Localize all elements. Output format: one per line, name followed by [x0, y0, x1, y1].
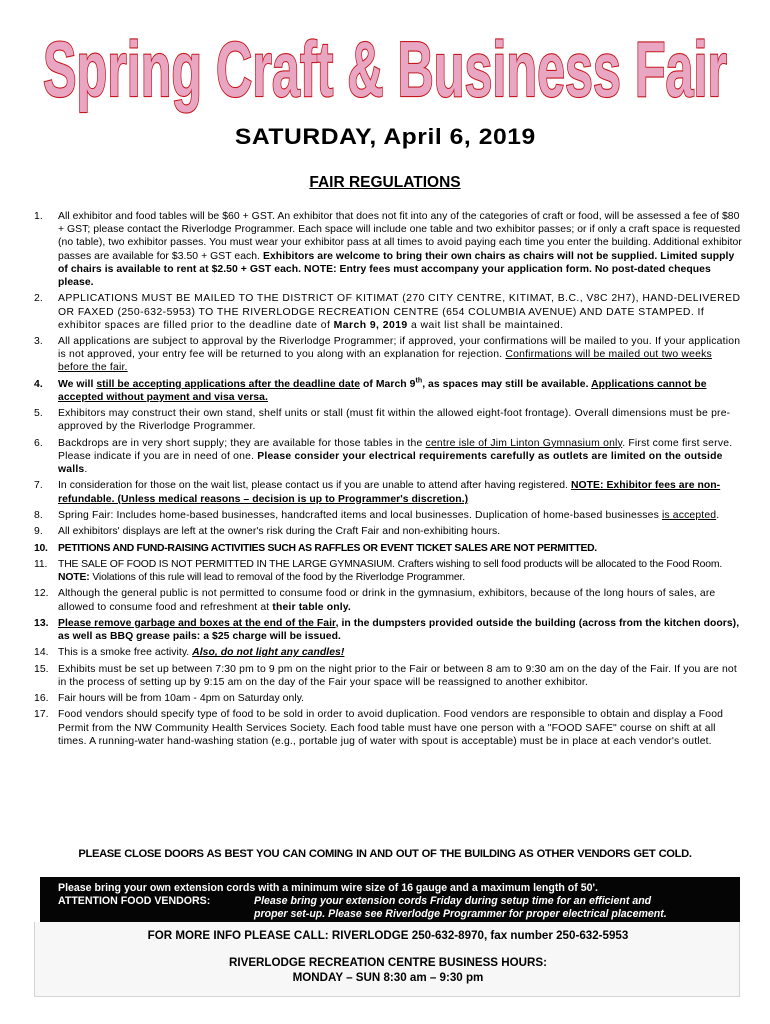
food-vendors-label: ATTENTION FOOD VENDORS:: [58, 895, 211, 907]
regulation-item-3: 3. All applications are subject to approval by the Riverlodge Programmer; if approved, your confirmations will be mailed to you. If your application is not approved, your entry fee will be returned to you along with an explanation for rejection. Confirmations will be mailed out two weeks before the fair.: [34, 336, 741, 374]
contact-info-box: [34, 922, 740, 997]
flyer-title: [40, 16, 730, 116]
regulations-heading: FAIR REGULATIONS: [309, 174, 461, 191]
regulation-item-15: 15. Exhibits must be set up between 7:30 pm to 9 pm on the night prior to the Fair or between 8 am to 9:30 am on the day of the Fair. If you are not in the process of setting up by 9:15 am on the day of the Fair your space will be reassigned to another exhibitor.: [34, 663, 737, 688]
flyer-title-text: Spring Craft & Business Fair: [43, 25, 727, 113]
regulation-item-5: 5. Exhibitors may construct their own stand, shelf units or stall (must fit within the allowed eight-foot frontage). Overall dimensions must be pre-approved by the Riverlodge Programmer.: [34, 408, 731, 433]
regulation-item-11: 11. THE SALE OF FOOD IS NOT PERMITTED IN THE LARGE GYMNASIUM. Crafters wishing to sell food products will be allocated to the Food Room. NOTE: Violations of this rule will lead to removal of the food by the Riverlodge Programmer.: [34, 558, 723, 584]
flyer-title-graphic: [40, 16, 730, 116]
regulation-item-2: 2. APPLICATIONS MUST BE MAILED TO THE DISTRICT OF KITIMAT (270 CITY CENTRE, KITIMAT, B.C., V8C 2H7), HAND-DELIVERED OR FAXED (250-632-5953) TO THE RIVERLODGE RECREATION CENTRE (654 COLUMBIA AVENUE) AND DATE STAMPED. If exhibitor spaces are filled prior to the deadline date of March 9, 2019 a wait list shall be maintained.: [34, 293, 741, 331]
business-hours: [35, 956, 741, 985]
electrical-notice-box: [40, 877, 740, 922]
extension-cord-notice: Please bring your own extension cords with a minimum wire size of 16 gauge and a maximum length of 50'.: [58, 882, 598, 894]
business-hours-title: RIVERLODGE RECREATION CENTRE BUSINESS HOURS:: [229, 956, 547, 969]
regulation-item-14: 14. This is a smoke free activity. Also, do not light any candles!: [34, 647, 345, 659]
contact-phone-line: FOR MORE INFO PLEASE CALL: RIVERLODGE 250-632-8970, fax number 250-632-5953: [147, 929, 629, 942]
regulation-item-13: 13. Please remove garbage and boxes at the end of the Fair, in the dumpsters provided outside the building (across from the kitchen doors), as well as BBQ grease pails: a $25 charge will be issued.: [34, 617, 740, 643]
regulation-item-10: 10. PETITIONS AND FUND-RAISING ACTIVITIES SUCH AS RAFFLES OR EVENT TICKET SALES ARE NOT PERMITTED.: [34, 542, 597, 554]
regulation-item-1: 1. All exhibitor and food tables will be $60 + GST. An exhibitor that does not fit into any of the categories of craft or food, will be assessed a fee of $80 + GST; please contact the Riverlodge Programmer. Each space will include one table and two exhibitor passes; or if only a craft space is requested (no table), two exhibitor passes. You must wear your exhibitor pass at all times to avoid paying each time you enter the building. Additional exhibitor passes are available for $3.50 + GST each. Exhibitors are welcome to bring their own chairs as chairs will not be supplied. Limited supply of chairs is available to rent at $2.50 + GST each. NOTE: Entry fees must accompany your application form. No post-dated cheques please.: [34, 211, 742, 289]
close-doors-notice: PLEASE CLOSE DOORS AS BEST YOU CAN COMING IN AND OUT OF THE BUILDING AS OTHER VENDORS GET COLD.: [78, 848, 692, 860]
business-hours-value: MONDAY – SUN 8:30 am – 9:30 pm: [292, 970, 484, 984]
food-vendors-detail-2: proper set-up. Please see Riverlodge Programmer for proper electrical placement.: [254, 908, 667, 920]
regulation-item-9: 9. All exhibitors' displays are left at the owner's risk during the Craft Fair and non-exhibiting hours.: [34, 526, 501, 538]
event-date: SATURDAY, April 6, 2019: [234, 124, 536, 149]
regulation-item-8: 8. Spring Fair: Includes home-based businesses, handcrafted items and local businesses. Duplication of home-based businesses is accepted.: [34, 509, 720, 521]
food-vendors-detail-1: Please bring your extension cords Friday during setup time for an efficient and: [254, 895, 652, 907]
regulation-item-4: 4. We will still be accepting applications after the deadline date of March 9th, as spaces may still be available. Applications cannot be accepted without payment and visa versa.: [34, 377, 707, 403]
regulation-item-6: 6. Backdrops are in very short supply; they are available for those tables in the centre isle of Jim Linton Gymnasium only. First come first serve. Please indicate if you are in need of one. Please consider your electrical requirements carefully as outlets are limited on the outside walls.: [34, 437, 733, 476]
regulation-item-12: 12. Although the general public is not permitted to consume food or drink in the gymnasium, exhibitors, because of the long hours of sales, are allowed to consume food and refreshment at their table only.: [34, 588, 716, 613]
regulations-list: [34, 210, 744, 751]
regulation-item-16: 16. Fair hours will be from 10am - 4pm on Saturday only.: [34, 693, 305, 705]
regulation-item-7: 7. In consideration for those on the wait list, please contact us if you are unable to attend after having registered. NOTE: Exhibitor fees are non-refundable. (Unless medical reasons – decision is up to Programmer's discretion.): [34, 480, 721, 505]
regulation-item-17: 17. Food vendors should specify type of food to be sold in order to avoid duplication. Food vendors are responsible to obtain and display a Food Permit from the NW Community Health Services Society. Each food table must have one person with a "FOOD SAFE" course on shift at all times. A running-water hand-washing station (e.g., portable jug of water with spout is acceptable) must be in place at each vendor's outlet.: [34, 709, 724, 747]
